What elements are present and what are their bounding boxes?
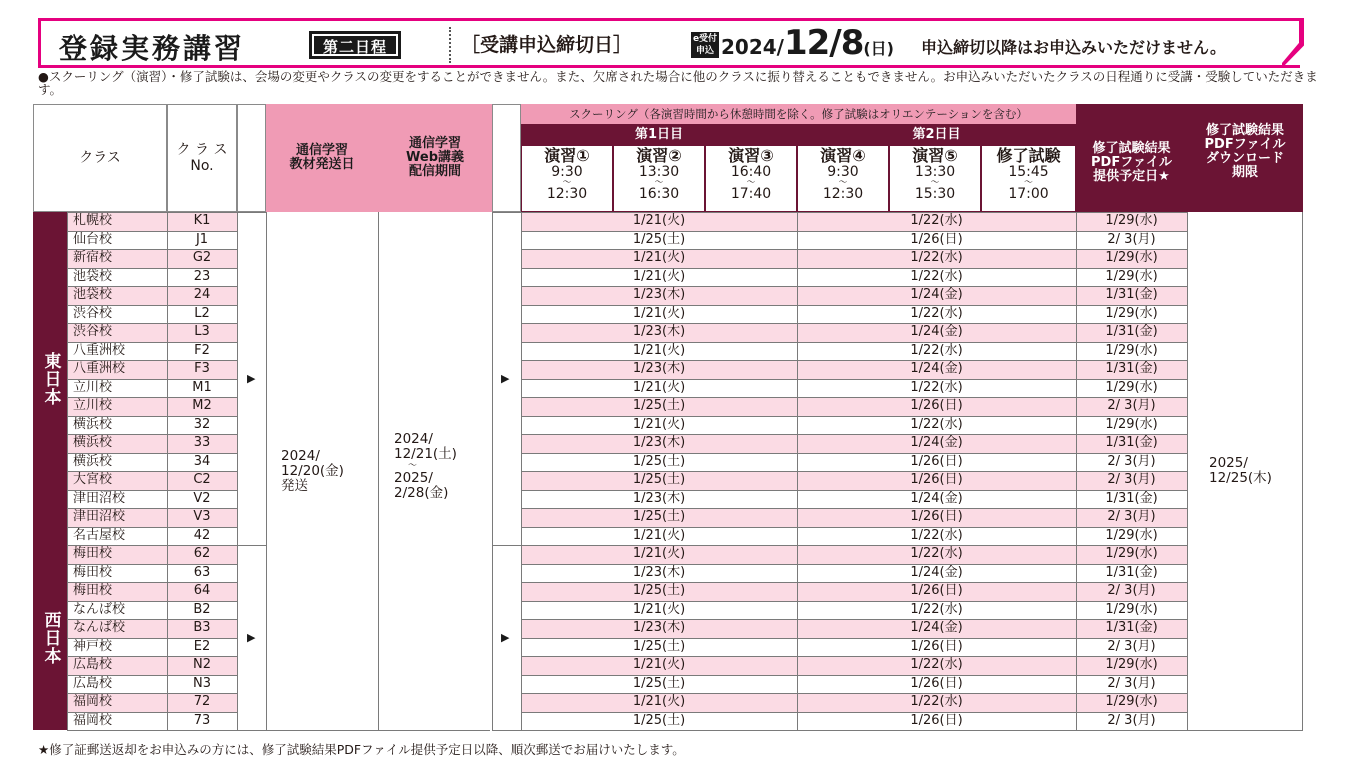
session-start: 9:30 — [827, 164, 859, 180]
row-result: 1/31(金) — [1105, 287, 1158, 302]
row-venue: 福岡校 — [73, 694, 113, 709]
row-result: 1/31(金) — [1105, 324, 1158, 339]
row-no: G2 — [192, 250, 212, 265]
session-tilde: 〜 — [562, 178, 572, 188]
row-day2: 1/24(金) — [910, 361, 963, 376]
row-no: F3 — [194, 361, 210, 376]
column-divider — [266, 212, 267, 730]
row-day2: 1/26(日) — [910, 638, 963, 654]
row-day2: 1/22(水) — [910, 250, 963, 265]
row-venue: 立川校 — [73, 379, 113, 395]
row-divider — [67, 397, 237, 398]
row-divider — [521, 212, 1187, 213]
row-venue: 梅田校 — [73, 564, 113, 580]
row-result: 2/ 3(月) — [1107, 675, 1156, 691]
column-divider — [797, 212, 798, 730]
row-no: E2 — [193, 638, 211, 654]
row-day2: 1/26(日) — [910, 398, 963, 413]
arrow-west-2: ▶ — [501, 631, 510, 644]
session-header — [889, 145, 981, 212]
row-venue: 横浜校 — [73, 453, 113, 469]
row-divider — [521, 508, 1187, 509]
schedule-table — [33, 104, 1303, 729]
region-divider — [492, 212, 521, 213]
row-day1: 1/21(火) — [632, 250, 686, 265]
row-no: K1 — [193, 213, 211, 228]
row-venue: 立川校 — [73, 398, 113, 413]
column-divider — [521, 212, 522, 730]
deadline-weekday: (日) — [863, 39, 894, 58]
column-divider — [1302, 212, 1303, 730]
deadline-date — [721, 23, 894, 63]
header-web: 通信学習 Web講義 配信期間 — [378, 104, 492, 212]
header-class-no — [167, 104, 237, 212]
shipping-date-line3: 発送 — [281, 478, 308, 494]
row-day1: 1/23(木) — [632, 435, 686, 450]
row-divider — [67, 323, 237, 324]
row-result: 1/29(水) — [1105, 601, 1158, 617]
row-venue: 名古屋校 — [73, 527, 126, 543]
row-day2: 1/26(日) — [910, 231, 963, 247]
header-result: 修了試験結果 PDFファイル 提供予定日★ — [1076, 104, 1187, 212]
row-result: 2/ 3(月) — [1107, 472, 1156, 487]
region-divider — [237, 212, 266, 213]
e-application-icon-top: e受付 — [692, 34, 718, 44]
row-day1: 1/25(土) — [632, 472, 686, 487]
row-divider — [67, 416, 237, 417]
region-east-label: 東日本 — [40, 351, 61, 406]
session-start: 16:40 — [730, 164, 772, 180]
row-result: 1/31(金) — [1105, 435, 1158, 450]
row-no: 73 — [193, 712, 211, 728]
row-result: 2/ 3(月) — [1107, 712, 1156, 728]
session-tilde: 〜 — [746, 178, 756, 188]
row-divider — [67, 471, 237, 472]
row-divider — [67, 453, 237, 454]
row-day1: 1/21(火) — [632, 305, 686, 321]
row-result: 1/31(金) — [1105, 490, 1158, 506]
row-no: N2 — [193, 657, 211, 672]
session-tilde: 〜 — [930, 178, 940, 188]
row-divider — [521, 323, 1187, 324]
row-divider — [521, 712, 1187, 713]
notice-text: ●スクーリング（演習）・修了試験は、会場の変更やクラスの変更をすることができません。また、欠席された場合に他のクラスに振り替えることもできません。お申込みいただいたクラスの日程通りに受講・受験していただきます。 — [38, 69, 1318, 97]
row-no: L3 — [194, 324, 210, 339]
row-divider — [67, 305, 237, 306]
row-divider — [521, 379, 1187, 380]
row-day1: 1/25(土) — [632, 398, 686, 413]
session-header — [613, 145, 705, 212]
row-no: J1 — [195, 231, 209, 247]
row-divider — [67, 508, 237, 509]
row-venue: 大宮校 — [73, 472, 113, 487]
row-divider — [521, 601, 1187, 602]
row-day1: 1/25(土) — [632, 675, 686, 691]
row-divider — [67, 249, 237, 250]
row-day2: 1/24(金) — [910, 564, 963, 580]
row-result: 1/29(水) — [1105, 213, 1158, 228]
row-divider — [521, 360, 1187, 361]
row-day1: 1/21(火) — [632, 268, 686, 284]
download-deadline-line1: 2025/ — [1209, 455, 1248, 471]
row-result: 1/31(金) — [1105, 361, 1158, 376]
row-day1: 1/21(火) — [632, 546, 686, 561]
row-day1: 1/21(火) — [632, 379, 686, 395]
row-result: 1/29(水) — [1105, 250, 1158, 265]
row-venue: 広島校 — [73, 657, 113, 672]
row-no: C2 — [193, 472, 211, 487]
row-no: 62 — [193, 546, 211, 561]
row-day1: 1/21(火) — [632, 657, 686, 672]
header-download: 修了試験結果 PDFファイル ダウンロード 期限 — [1187, 104, 1303, 212]
web-period-line2: 12/21(土) — [394, 446, 457, 462]
row-venue: 八重洲校 — [73, 342, 126, 358]
row-day2: 1/24(金) — [910, 490, 963, 506]
row-divider — [67, 490, 237, 491]
row-divider — [67, 545, 237, 546]
header-spacer-1 — [237, 104, 266, 212]
download-deadline-line2: 12/25(木) — [1209, 470, 1272, 486]
column-divider — [378, 212, 379, 730]
row-venue: 池袋校 — [73, 287, 113, 302]
bottom-border — [1187, 730, 1303, 731]
row-no: 72 — [193, 694, 211, 709]
row-venue: なんば校 — [73, 601, 126, 617]
row-no: V2 — [193, 490, 211, 506]
row-result: 2/ 3(月) — [1107, 453, 1156, 469]
row-divider — [67, 638, 237, 639]
row-result: 1/29(水) — [1105, 527, 1158, 543]
row-result: 1/29(水) — [1105, 379, 1158, 395]
row-no: 64 — [193, 583, 211, 598]
download-deadline — [1209, 456, 1272, 486]
row-divider — [67, 342, 237, 343]
row-day2: 1/22(水) — [910, 601, 963, 617]
row-day1: 1/25(土) — [632, 509, 686, 524]
column-divider — [1076, 212, 1077, 730]
row-venue: 梅田校 — [73, 546, 113, 561]
session-start: 13:30 — [914, 164, 956, 180]
row-venue: 仙台校 — [73, 231, 113, 247]
web-period-line3: 〜 — [408, 461, 418, 471]
deadline-year: 2024/ — [721, 35, 784, 59]
header-day1: 第1日目 — [521, 124, 797, 145]
page-title: 登録実務講習 — [59, 32, 246, 65]
row-no: F2 — [194, 342, 210, 358]
session-end: 16:30 — [638, 186, 680, 202]
column-divider — [237, 212, 238, 730]
session-header — [705, 145, 797, 212]
row-divider — [67, 527, 237, 528]
row-divider — [521, 656, 1187, 657]
row-result: 1/31(金) — [1105, 620, 1158, 635]
row-no: M2 — [192, 398, 212, 413]
row-day2: 1/24(金) — [910, 435, 963, 450]
session-end: 15:30 — [914, 186, 956, 202]
row-divider — [67, 712, 237, 713]
row-day2: 1/26(日) — [910, 453, 963, 469]
row-divider — [521, 416, 1187, 417]
header-class: クラス — [33, 104, 167, 212]
row-no: L2 — [194, 305, 210, 321]
row-divider — [67, 675, 237, 676]
row-result: 1/29(水) — [1105, 268, 1158, 284]
web-period — [394, 432, 457, 501]
column-divider — [1187, 212, 1188, 730]
row-day1: 1/23(木) — [632, 287, 686, 302]
row-venue: 渋谷校 — [73, 305, 113, 321]
row-no: 63 — [193, 564, 211, 580]
row-venue: 横浜校 — [73, 416, 113, 432]
session-end: 17:40 — [730, 186, 772, 202]
row-day2: 1/22(水) — [910, 694, 963, 709]
row-venue: 津田沼校 — [73, 509, 126, 524]
row-day2: 1/26(日) — [910, 712, 963, 728]
shipping-date — [281, 449, 344, 494]
row-day1: 1/25(土) — [632, 638, 686, 654]
row-day1: 1/23(木) — [632, 324, 686, 339]
column-divider — [492, 212, 493, 730]
row-venue: 札幌校 — [73, 213, 113, 228]
region-divider — [492, 545, 521, 546]
row-venue: 福岡校 — [73, 712, 113, 728]
region-west — [33, 545, 67, 730]
row-day2: 1/26(日) — [910, 675, 963, 691]
header-shipping: 通信学習 教材発送日 — [266, 104, 378, 212]
header-day2: 第2日目 — [797, 124, 1076, 145]
row-divider — [521, 434, 1187, 435]
row-venue: 津田沼校 — [73, 490, 126, 506]
session-end: 12:30 — [822, 186, 864, 202]
session-header — [797, 145, 889, 212]
row-divider — [67, 582, 237, 583]
region-divider — [492, 730, 521, 731]
row-divider — [521, 545, 1187, 546]
header-class-no-line1: ク ラ ス — [176, 142, 228, 158]
row-divider — [67, 693, 237, 694]
row-result: 1/29(水) — [1105, 657, 1158, 672]
session-tilde: 〜 — [654, 178, 664, 188]
deadline-label: ［受講申込締切日］ — [461, 34, 633, 56]
row-divider — [67, 619, 237, 620]
deadline-month-day: 12/8 — [783, 23, 864, 63]
row-divider — [521, 453, 1187, 454]
row-venue: なんば校 — [73, 620, 126, 635]
row-no: B2 — [193, 601, 211, 617]
row-divider — [67, 601, 237, 602]
row-result: 1/29(水) — [1105, 305, 1158, 321]
footnote: ★修了証郵送返却をお申込みの方には、修了試験結果PDFファイル提供予定日以降、順次郵送でお届けいたします。 — [38, 742, 685, 757]
session-name: 修了試験 — [996, 146, 1061, 165]
column-divider — [167, 212, 168, 730]
row-divider — [67, 434, 237, 435]
row-venue: 神戸校 — [73, 638, 113, 654]
row-divider — [521, 231, 1187, 232]
row-divider — [521, 397, 1187, 398]
row-divider — [67, 564, 237, 565]
row-result: 1/29(水) — [1105, 416, 1158, 432]
e-application-icon — [691, 32, 719, 58]
row-no: M1 — [192, 379, 212, 395]
row-day2: 1/22(水) — [910, 416, 963, 432]
header-schooling: スクーリング（各演習時間から休憩時間を除く。修了試験はオリエンテーションを含む） — [521, 104, 1076, 124]
web-period-line5: 2/28(金) — [394, 485, 449, 501]
session-header — [981, 145, 1076, 212]
row-divider — [521, 693, 1187, 694]
column-divider — [67, 212, 68, 730]
arrow-east-2: ▶ — [501, 372, 510, 385]
region-divider — [237, 730, 266, 731]
row-divider — [521, 638, 1187, 639]
row-day1: 1/21(火) — [632, 527, 686, 543]
row-divider — [67, 730, 237, 731]
row-day1: 1/25(土) — [632, 712, 686, 728]
row-no: N3 — [193, 675, 211, 691]
row-divider — [67, 286, 237, 287]
banner-divider — [449, 27, 451, 63]
row-divider — [67, 231, 237, 232]
row-venue: 池袋校 — [73, 268, 113, 284]
row-day1: 1/25(土) — [632, 583, 686, 598]
row-no: 42 — [193, 527, 211, 543]
session-tilde: 〜 — [1023, 178, 1033, 188]
e-application-icon-bottom: 申込 — [695, 46, 714, 56]
bottom-border — [266, 730, 490, 731]
row-no: B3 — [193, 620, 211, 635]
row-venue: 渋谷校 — [73, 324, 113, 339]
row-divider — [521, 305, 1187, 306]
row-divider — [67, 212, 237, 213]
web-period-line4: 2025/ — [394, 470, 433, 486]
row-venue: 新宿校 — [73, 250, 113, 265]
row-day1: 1/23(木) — [632, 620, 686, 635]
session-start: 15:45 — [1008, 164, 1049, 180]
row-venue: 広島校 — [73, 675, 113, 691]
row-divider — [521, 564, 1187, 565]
row-day1: 1/21(火) — [632, 342, 686, 358]
deadline-note: 申込締切以降はお申込みいただけません。 — [921, 38, 1226, 57]
row-divider — [521, 675, 1187, 676]
row-result: 1/29(水) — [1105, 694, 1158, 709]
row-day1: 1/23(木) — [632, 564, 686, 580]
session-start: 13:30 — [638, 164, 680, 180]
row-day2: 1/26(日) — [910, 472, 963, 487]
row-day2: 1/24(金) — [910, 324, 963, 339]
shipping-date-line1: 2024/ — [281, 448, 320, 464]
header-class-no-line2: No. — [190, 158, 214, 174]
row-divider — [67, 379, 237, 380]
row-divider — [67, 656, 237, 657]
row-divider — [521, 527, 1187, 528]
merged-column — [237, 212, 266, 730]
merged-column — [492, 212, 521, 730]
session-name: 演習② — [636, 146, 682, 165]
row-divider — [521, 268, 1187, 269]
row-day2: 1/22(水) — [910, 268, 963, 284]
session-tilde: 〜 — [838, 178, 848, 188]
arrow-east-1: ▶ — [247, 372, 256, 385]
row-divider — [521, 249, 1187, 250]
row-result: 2/ 3(月) — [1107, 583, 1156, 598]
row-day1: 1/23(木) — [632, 361, 686, 376]
row-day2: 1/22(水) — [910, 213, 963, 228]
row-day2: 1/24(金) — [910, 620, 963, 635]
row-no: 33 — [193, 435, 211, 450]
row-day2: 1/24(金) — [910, 287, 963, 302]
row-day1: 1/21(火) — [632, 416, 686, 432]
session-name: 演習③ — [728, 146, 774, 165]
row-result: 1/31(金) — [1105, 564, 1158, 580]
session-name: 演習① — [544, 146, 590, 165]
row-day1: 1/21(火) — [632, 694, 686, 709]
row-divider — [521, 342, 1187, 343]
row-venue: 横浜校 — [73, 435, 113, 450]
row-divider — [521, 286, 1187, 287]
row-day1: 1/25(土) — [632, 231, 686, 247]
row-venue: 梅田校 — [73, 583, 113, 598]
row-no: V3 — [193, 509, 211, 524]
row-no: 34 — [193, 453, 211, 469]
schedule-badge: 第二日程 — [309, 31, 401, 59]
row-divider — [67, 360, 237, 361]
row-day2: 1/22(水) — [910, 305, 963, 321]
header-banner — [38, 18, 1300, 68]
row-result: 2/ 3(月) — [1107, 638, 1156, 654]
row-day2: 1/22(水) — [910, 379, 963, 395]
row-result: 2/ 3(月) — [1107, 509, 1156, 524]
row-day1: 1/21(火) — [632, 213, 686, 228]
session-end: 12:30 — [546, 186, 588, 202]
row-result: 1/29(水) — [1105, 342, 1158, 358]
row-day2: 1/26(日) — [910, 509, 963, 524]
row-divider — [521, 730, 1187, 731]
row-divider — [521, 582, 1187, 583]
row-divider — [521, 490, 1187, 491]
row-day1: 1/23(木) — [632, 490, 686, 506]
row-divider — [521, 471, 1187, 472]
session-name: 演習⑤ — [912, 146, 958, 165]
row-day1: 1/21(火) — [632, 601, 686, 617]
header-spacer-2 — [492, 104, 521, 212]
row-no: 24 — [193, 287, 211, 302]
web-period-line1: 2024/ — [394, 431, 433, 447]
row-venue: 八重洲校 — [73, 361, 126, 376]
region-divider — [237, 545, 266, 546]
row-result: 2/ 3(月) — [1107, 398, 1156, 413]
session-header — [521, 145, 613, 212]
session-end: 17:00 — [1008, 186, 1049, 202]
row-day2: 1/22(水) — [910, 342, 963, 358]
region-east — [33, 212, 67, 545]
row-divider — [521, 619, 1187, 620]
arrow-west-1: ▶ — [247, 631, 256, 644]
row-divider — [67, 268, 237, 269]
row-day2: 1/26(日) — [910, 583, 963, 598]
row-day2: 1/22(水) — [910, 527, 963, 543]
row-day2: 1/22(水) — [910, 657, 963, 672]
row-day2: 1/22(水) — [910, 546, 963, 561]
region-west-label: 西日本 — [40, 610, 61, 665]
row-no: 23 — [193, 268, 211, 284]
row-no: 32 — [193, 416, 211, 432]
row-result: 1/29(水) — [1105, 546, 1158, 561]
shipping-date-line2: 12/20(金) — [281, 463, 344, 479]
session-start: 9:30 — [551, 164, 583, 180]
session-name: 演習④ — [820, 146, 866, 165]
row-day1: 1/25(土) — [632, 453, 686, 469]
row-result: 2/ 3(月) — [1107, 231, 1156, 247]
